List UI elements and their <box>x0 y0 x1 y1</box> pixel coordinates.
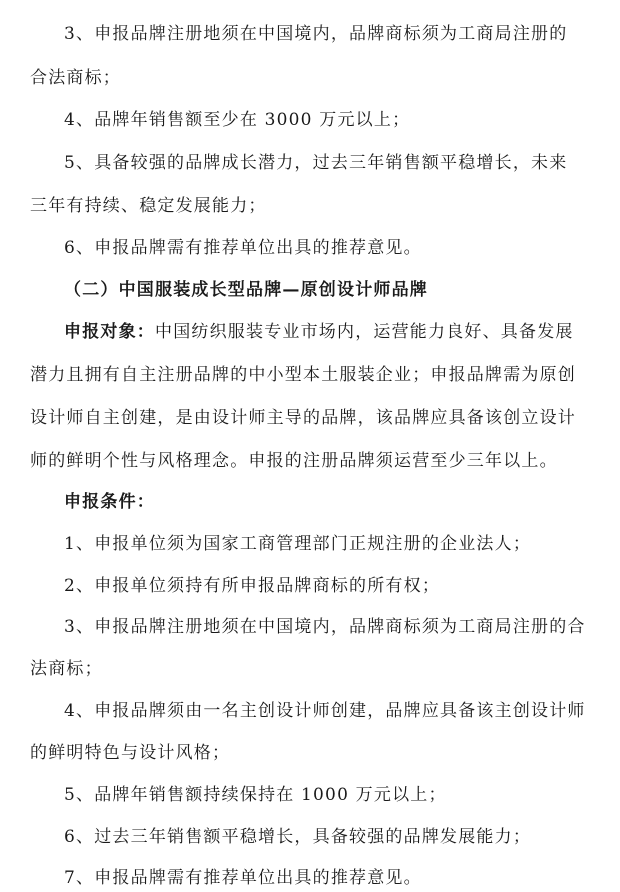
text-line: 潜力且拥有自主注册品牌的中小型本土服装企业；申报品牌需为原创 <box>30 365 576 385</box>
text-line: 2、申报单位须持有所申报品牌商标的所有权； <box>64 576 441 596</box>
text-line: 4、品牌年销售额至少在 3000 万元以上； <box>64 110 411 130</box>
section-heading: （二）中国服装成长型品牌—原创设计师品牌 <box>64 280 428 300</box>
text-line: 设计师自主创建，是由设计师主导的品牌，该品牌应具备该创立设计 <box>30 408 576 428</box>
text-line: 5、品牌年销售额持续保持在 1000 万元以上； <box>64 785 447 805</box>
subheading-conditions: 申报条件： <box>64 492 155 512</box>
text-line: 三年有持续、稳定发展能力； <box>30 196 267 216</box>
text-line <box>0 320 620 344</box>
text-line: 3、申报品牌注册地须在中国境内，品牌商标须为工商局注册的合 <box>64 617 586 637</box>
text-line: 法商标； <box>30 659 103 679</box>
text-line: 6、过去三年销售额平稳增长，具备较强的品牌发展能力； <box>64 827 532 847</box>
text-line: 5、具备较强的品牌成长潜力，过去三年销售额平稳增长，未来 <box>64 153 568 173</box>
text-line: 1、申报单位须为国家工商管理部门正规注册的企业法人； <box>64 534 532 554</box>
label-applicant: 申报对象： <box>64 322 155 342</box>
text-line: 6、申报品牌需有推荐单位出具的推荐意见。 <box>64 238 422 258</box>
text-line: 3、申报品牌注册地须在中国境内，品牌商标须为工商局注册的 <box>64 24 568 44</box>
applicant-text: 中国纺织服装专业市场内，运营能力良好、具备发展 <box>155 322 574 342</box>
text-line: 7、申报品牌需有推荐单位出具的推荐意见。 <box>64 868 422 888</box>
text-line: 4、申报品牌须由一名主创设计师创建，品牌应具备该主创设计师 <box>64 701 586 721</box>
text-line: 合法商标； <box>30 68 121 88</box>
text-line: 的鲜明特色与设计风格； <box>30 743 231 763</box>
text-line: 师的鲜明个性与风格理念。申报的注册品牌须运营至少三年以上。 <box>30 451 558 471</box>
